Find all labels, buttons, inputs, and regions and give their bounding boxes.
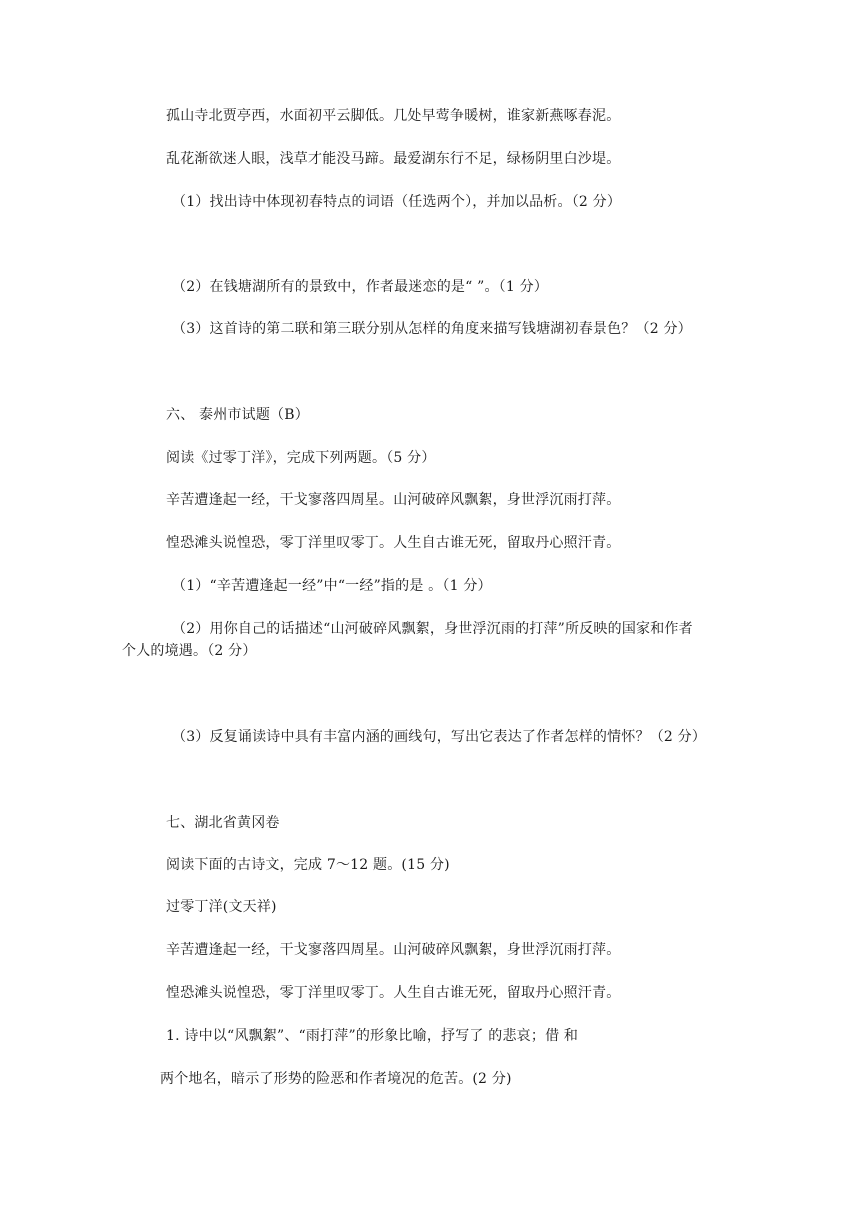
question-6-1: （1）“辛苦遭逢起一经”中“一经”指的是 。（1 分）	[172, 578, 492, 594]
poem-title: 过零丁洋(文天祥)	[166, 899, 277, 915]
question-1-2: （2）在钱塘湖所有的景致中，作者最迷恋的是“ ”。（1 分）	[172, 279, 549, 295]
question-7-1: 1. 诗中以“风飘絮”、“雨打萍”的形象比喻，抒写了 的悲哀；借 和	[166, 1028, 579, 1044]
poem-6-line-1: 辛苦遭逢起一经，干戈寥落四周星。山河破碎风飘絮，身世浮沉雨打萍。	[166, 492, 621, 508]
question-6-2-cont: 个人的境遇。（2 分）	[122, 643, 257, 659]
instruction-6: 阅读《过零丁洋》，完成下列两题。（5 分）	[166, 450, 436, 466]
question-7-1-cont: 两个地名，暗示了形势的险恶和作者境况的危苦。(2 分)	[160, 1071, 512, 1087]
instruction-7: 阅读下面的古诗文，完成 7～12 题。(15 分)	[166, 857, 450, 873]
section-heading-6: 六、 泰州市试题（B）	[166, 407, 309, 423]
poem-6-line-2: 惶恐滩头说惶恐，零丁洋里叹零丁。人生自古谁无死，留取丹心照汗青。	[166, 535, 621, 551]
poem-7-line-2: 惶恐滩头说惶恐，零丁洋里叹零丁。人生自古谁无死，留取丹心照汗青。	[166, 985, 621, 1001]
poem-line-1: 孤山寺北贾亭西，水面初平云脚低。几处早莺争暖树，谁家新燕啄春泥。	[166, 108, 621, 124]
poem-line-2: 乱花渐欲迷人眼，浅草才能没马蹄。最爱湖东行不足，绿杨阴里白沙堤。	[166, 151, 621, 167]
question-6-2: （2）用你自己的话描述“山河破碎风飘絮，身世浮沉雨的打萍”所反映的国家和作者	[172, 621, 693, 637]
poem-7-line-1: 辛苦遭逢起一经，干戈寥落四周星。山河破碎风飘絮，身世浮沉雨打萍。	[166, 942, 621, 958]
question-1-3: （3）这首诗的第二联和第三联分别从怎样的角度来描写钱塘湖初春景色？（2 分）	[172, 321, 692, 337]
section-heading-7: 七、湖北省黄冈卷	[166, 815, 280, 831]
question-1-1: （1）找出诗中体现初春特点的词语（任选两个），并加以品析。（2 分）	[172, 194, 622, 210]
question-6-3: （3）反复诵读诗中具有丰富内涵的画线句，写出它表达了作者怎样的情怀？（2 分）	[172, 729, 707, 745]
